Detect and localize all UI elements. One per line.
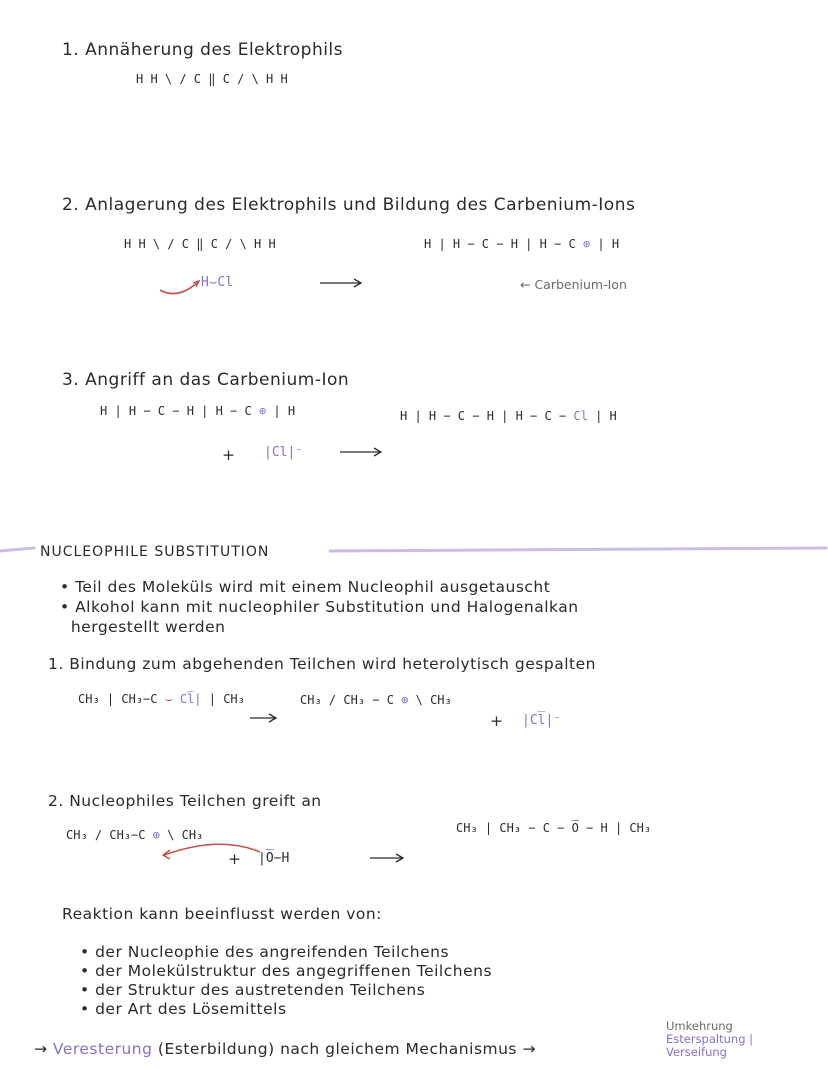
step2-heading: 2. Anlagerung des Elektrophils und Bildung des Carbenium-Ions [62,195,636,215]
nucleophile-arrow [164,844,260,855]
sn-step1-heading: 1. Bindung zum abgehenden Teilchen wird heterolytisch gespalten [48,655,596,673]
section-divider-right [330,548,826,551]
plus-sign-3: + [228,850,241,868]
veresterung-highlight: Veresterung [52,1040,153,1058]
side-note: Umkehrung Esterspaltung | Verseifung [666,1019,754,1059]
chloroethane-structure: H | H − C − H | H − C − Cl | H [400,409,617,423]
bullet-1: • Teil des Moleküls wird mit einem Nucleophil ausgetauscht [60,578,551,596]
carbenium-structure-2: H | H − C − H | H − C ⊕ | H [100,404,296,418]
reaction-arrow-2 [340,448,381,456]
plus-sign-2: + [490,712,503,730]
sn-step2-heading: 2. Nucleophiles Teilchen greift an [48,792,322,810]
tert-butanol-structure: CH₃ | CH₃ − C − O̅ − H | CH₃ [456,821,652,835]
hcl-reagent: H⌣Cl [201,275,234,290]
step3-heading: 3. Angriff an das Carbenium-Ion [62,370,350,390]
influence-2: • der Molekülstruktur des angegriffenen Teilchens [80,962,493,980]
section-divider-left [0,548,34,551]
influence-title: Reaktion kann beeinflusst werden von: [62,905,382,923]
tert-butyl-cation-1: CH₃ / CH₃ − C ⊕ \ CH₃ [300,693,452,707]
tert-butyl-chloride-structure: CH₃ | CH₃−C ⌣ Cl̅| | CH₃ [78,692,245,706]
chloride-ion-1: |Cl|⁻ [264,445,304,460]
tert-butyl-cation-2: CH₃ / CH₃−C ⊕ \ CH₃ [66,828,204,842]
conclusion: → Veresterung (Esterbildung) nach gleichem Mechanismus → [34,1040,536,1058]
influence-4: • der Art des Lösemittels [80,1000,287,1018]
step1-heading: 1. Annäherung des Elektrophils [62,40,344,60]
ethene-structure-2: H H \ / C ‖ C / \ H H [124,237,276,251]
reaction-arrow-1 [320,279,361,287]
reaction-arrow-3 [250,714,276,722]
chloride-ion-2: |Cl̅|⁻ [522,713,562,728]
influence-1: • der Nucleophie des angreifenden Teilchens [80,943,450,961]
bullet-2-cont: hergestellt werden [60,618,226,636]
influence-3: • der Struktur des austretenden Teilchens [80,981,426,999]
hydroxide-ion: |O̅−H [258,851,290,866]
plus-sign-1: + [222,446,235,464]
electron-arrow-1 [160,282,198,294]
carbenium-structure-1: H | H − C − H | H − C ⊕ | H [424,237,620,251]
carbenium-label: ← Carbenium-Ion [520,277,627,292]
reaction-arrow-4 [370,854,403,862]
ethene-structure-1: H H \ / C ‖ C / \ H H [136,72,288,86]
section-title: NUCLEOPHILE SUBSTITUTION [40,544,270,560]
bullet-2: • Alkohol kann mit nucleophiler Substitution und Halogenalkan [60,598,579,616]
